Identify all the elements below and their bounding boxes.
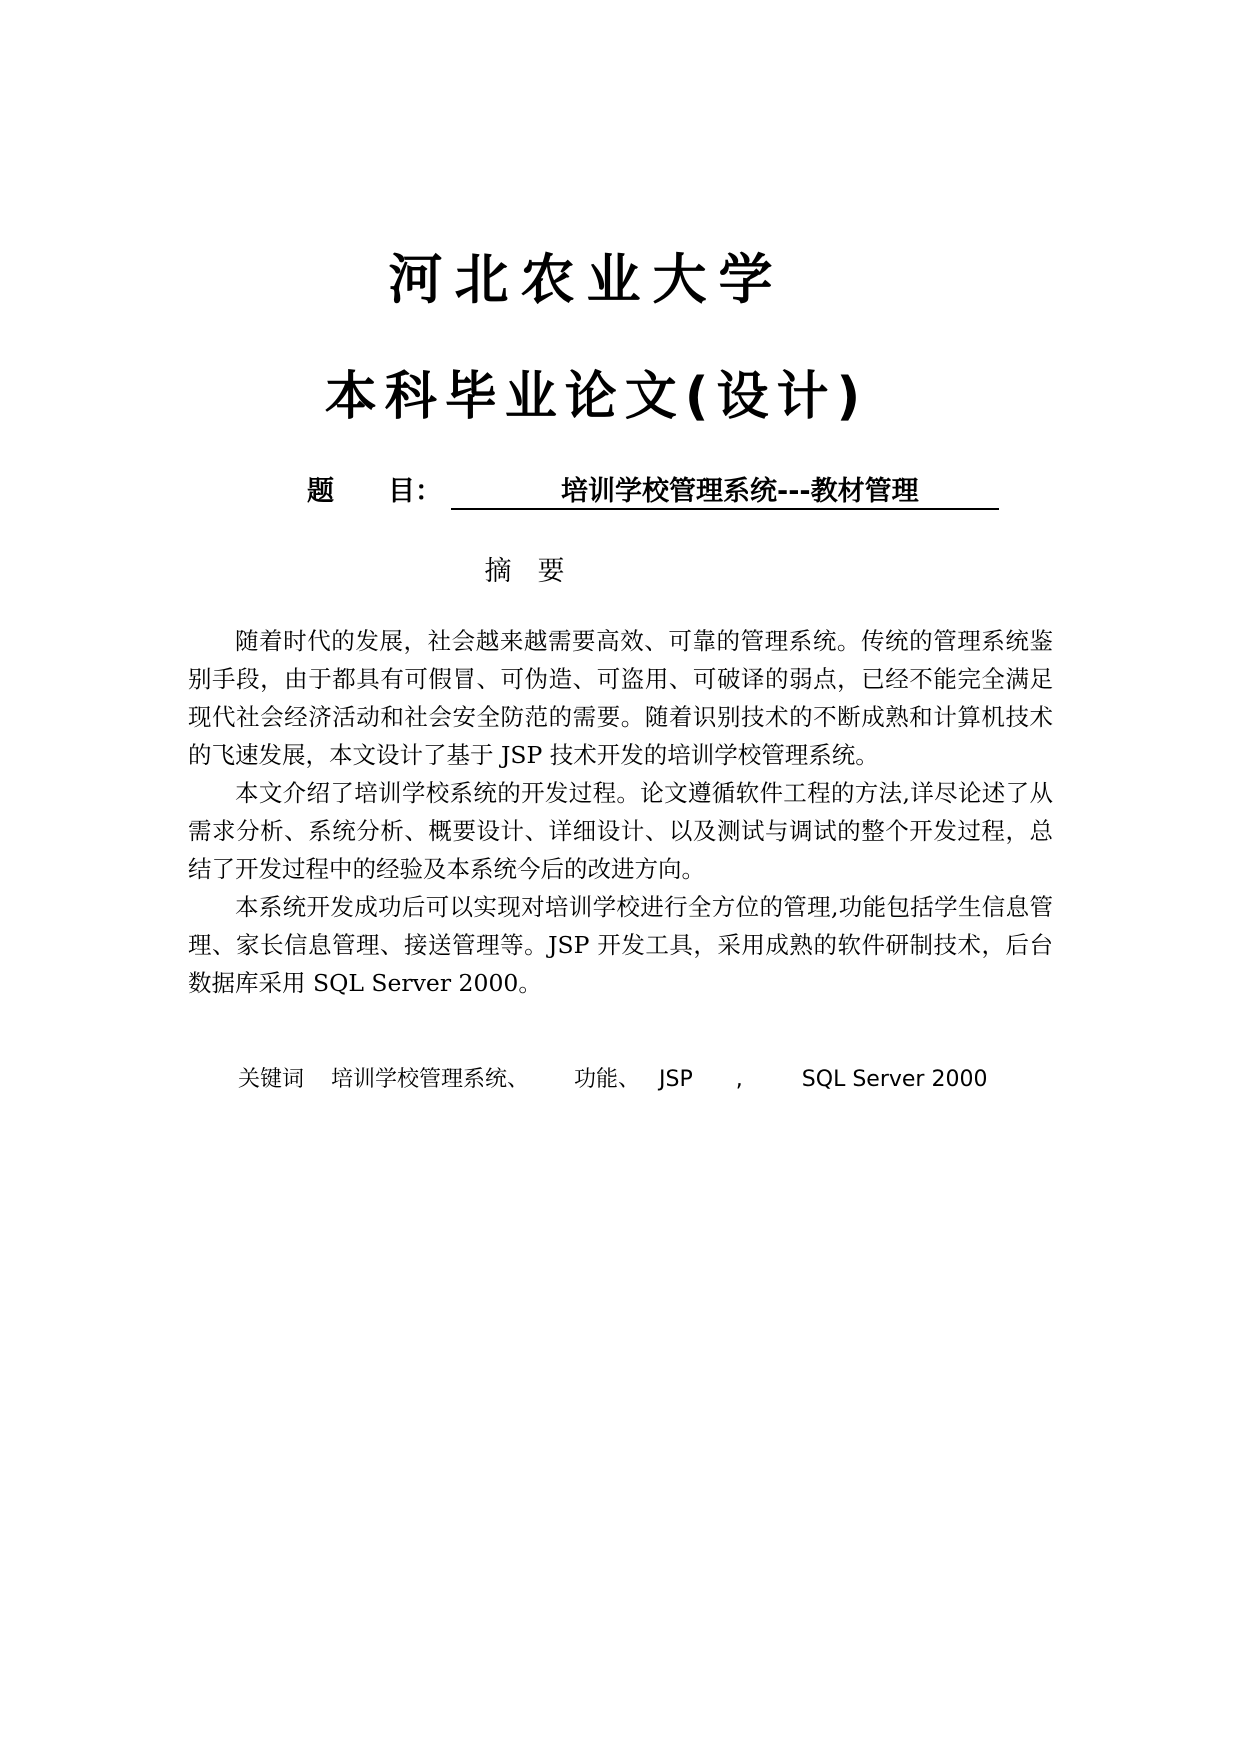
title-label: 题 目： [307,476,442,507]
keyword-item: SQL Server 2000 [801,1067,988,1092]
abstract-paragraph: 本系统开发成功后可以实现对培训学校进行全方位的管理,功能包括学生信息管理、家长信息管理、接送管理等。JSP 开发工具，采用成熟的软件研制技术，后台数据库采用 SQL Server 2000。 [188,893,1053,997]
keyword-item: 功能、 [574,1067,641,1092]
keyword-item: 培训学校管理系统、 [331,1067,530,1092]
keywords-label: 关键词 [238,1067,305,1092]
abstract-body [188,622,1053,1002]
thesis-type-heading: 本科毕业论文(设计) [324,367,869,427]
keyword-separator: , [735,1067,743,1092]
keyword-item: JSP [659,1067,693,1092]
abstract-heading: 摘要 [484,556,591,587]
thesis-title: 培训学校管理系统---教材管理 [451,472,999,510]
thesis-title-row [307,472,919,512]
university-name: 河北农业大学 [388,248,785,311]
keywords-line [238,1062,987,1098]
abstract-paragraph: 随着时代的发展，社会越来越需要高效、可靠的管理系统。传统的管理系统鉴别手段，由于都具有可假冒、可伪造、可盗用、可破译的弱点，已经不能完全满足现代社会经济活动和社会安全防范的需要。随着识别技术的不断成熟和计算机技术的飞速发展，本文设计了基于 JSP 技术开发的培训学校管理系统。 [188,627,1053,769]
abstract-paragraph: 本文介绍了培训学校系统的开发过程。论文遵循软件工程的方法,详尽论述了从需求分析、系统分析、概要设计、详细设计、以及测试与调试的整个开发过程，总结了开发过程中的经验及本系统今后的改进方向。 [188,779,1053,883]
